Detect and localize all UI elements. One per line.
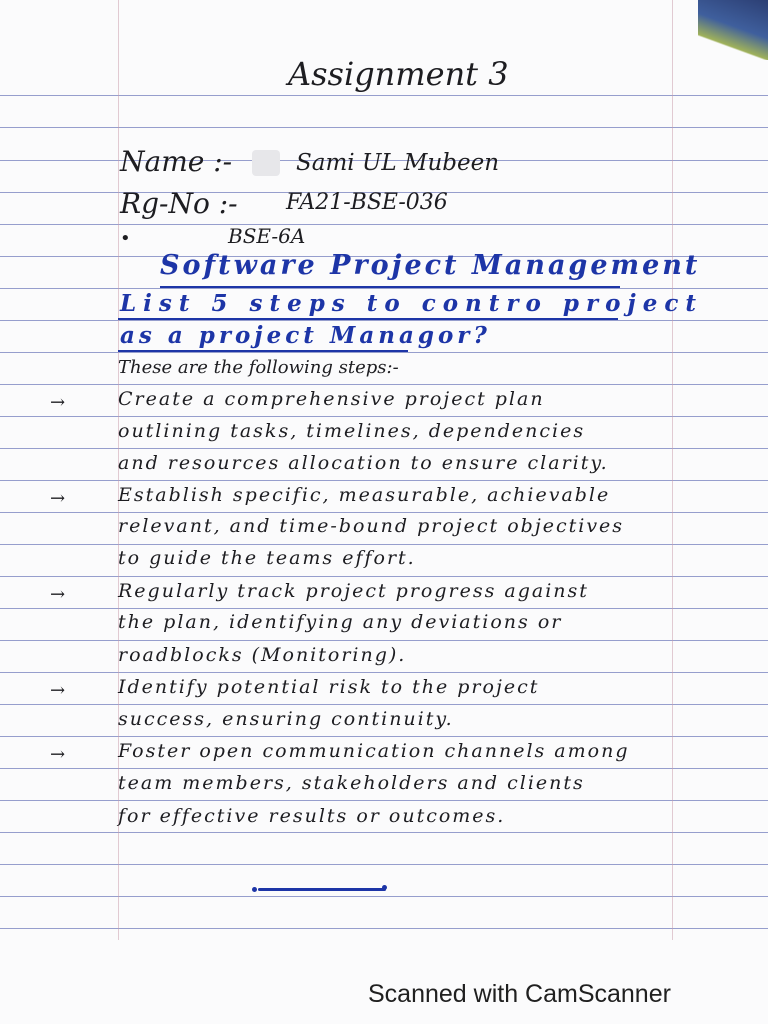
arrow-icon: → (50, 488, 66, 509)
answer-line: Foster open communication channels among (118, 740, 630, 762)
rule-line (0, 288, 768, 289)
rule-line (0, 416, 768, 417)
answer-line: and resources allocation to ensure clarity. (118, 452, 609, 474)
reg-number: FA21-BSE-036 (286, 190, 448, 215)
rule-line (0, 512, 768, 513)
answer-line: Establish specific, measurable, achievable (118, 484, 611, 506)
answer-line: roadblocks (Monitoring). (118, 644, 407, 666)
right-margin-line (672, 0, 673, 940)
end-underline (258, 888, 386, 891)
answer-line: relevant, and time-bound project objectives (118, 515, 625, 537)
intro-line: These are the following steps:- (118, 357, 399, 378)
section: BSE-6A (228, 224, 306, 248)
answer-line: the plan, identifying any deviations or (118, 611, 563, 633)
rule-line (0, 864, 768, 865)
folder-corner (698, 0, 768, 60)
rule-line (0, 576, 768, 577)
answer-line: team members, stakeholders and clients (118, 772, 585, 794)
answer-line: success, ensuring continuity. (118, 708, 454, 730)
rule-line (0, 95, 768, 96)
assignment-title: Assignment 3 (288, 55, 509, 93)
rule-line (0, 928, 768, 929)
rule-line (0, 608, 768, 609)
answer-line: outlining tasks, timelines, dependencies (118, 420, 586, 442)
question-underline-2 (118, 350, 408, 352)
rule-line (0, 320, 768, 321)
student-name: Sami UL Mubeen (296, 150, 500, 176)
rule-line (0, 704, 768, 705)
rule-line (0, 352, 768, 353)
name-label: Name :- (120, 145, 233, 178)
rule-line (0, 896, 768, 897)
rule-line (0, 800, 768, 801)
rule-line (0, 448, 768, 449)
rule-line (0, 672, 768, 673)
rule-line (0, 224, 768, 225)
rule-line (0, 736, 768, 737)
rule-line (0, 544, 768, 545)
rule-line (0, 768, 768, 769)
end-mark-dot (382, 885, 387, 890)
arrow-icon: → (50, 584, 66, 605)
arrow-icon: → (50, 392, 66, 413)
course-heading: Software Project Management (160, 250, 701, 281)
answer-line: to guide the teams effort. (118, 547, 416, 569)
bullet-dot: • (120, 228, 131, 249)
course-underline (160, 286, 620, 288)
question-underline-1 (118, 318, 618, 320)
rule-line (0, 832, 768, 833)
rule-line (0, 480, 768, 481)
arrow-icon: → (50, 680, 66, 701)
question-line-1: List 5 steps to contro project (120, 290, 703, 317)
answer-line: Create a comprehensive project plan (118, 388, 545, 410)
rule-line (0, 640, 768, 641)
answer-line: Identify potential risk to the project (118, 676, 540, 698)
rule-line (0, 127, 768, 128)
camscanner-watermark: Scanned with CamScanner (368, 980, 671, 1008)
question-line-2: as a project Managor? (120, 322, 491, 349)
arrow-icon: → (50, 744, 66, 765)
reg-label: Rg-No :- (120, 187, 238, 220)
answer-line: for effective results or outcomes. (118, 805, 506, 827)
answer-line: Regularly track project progress against (118, 580, 589, 602)
end-mark-dot (252, 887, 257, 892)
redacted-patch (252, 150, 280, 176)
rule-line (0, 384, 768, 385)
